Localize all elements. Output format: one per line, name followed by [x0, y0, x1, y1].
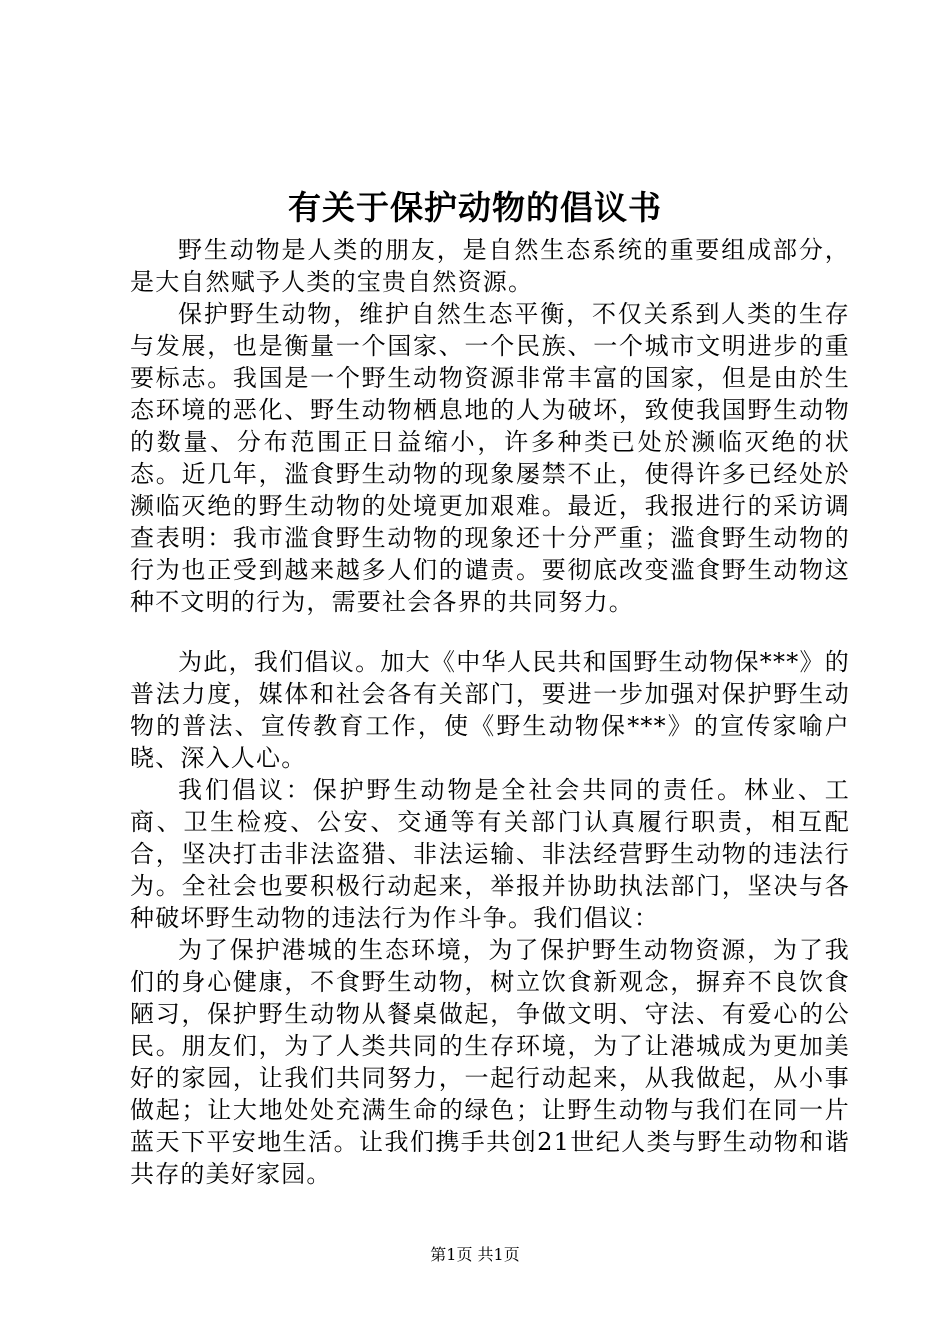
page-footer: 第1页 共1页 — [430, 1245, 520, 1264]
paragraph-background: 保护野生动物，维护自然生态平衡，不仅关系到人类的生存与发展，也是衡量一个国家、一个民族、一个城市文明进步的重要标志。我国是一个野生动物资源非常丰富的国家，但是由於生态环境的恶化、野生动物栖息地的人为破坏，致使我国野生动物的数量、分布范围正日益缩小，许多种类已处於濒临灭绝的状态。近几年，滥食野生动物的现象屡禁不止，使得许多已经处於濒临灭绝的野生动物的处境更加艰难。最近，我报进行的采访调查表明：我市滥食野生动物的现象还十分严重；滥食野生动物的行为也正受到越来越多人们的谴责。要彻底改变滥食野生动物这种不文明的行为，需要社会各界的共同努力。 — [130, 300, 850, 616]
paragraph-proposal-law: 为此，我们倡议。加大《中华人民共和国野生动物保***》的普法力度，媒体和社会各有关部门，要进一步加强对保护野生动物的普法、宣传教育工作，使《野生动物保***》的宣传家喻户晓、深入人心。 — [130, 648, 850, 772]
paragraph-proposal-responsibility: 我们倡议：保护野生动物是全社会共同的责任。林业、工商、卫生检疫、公安、交通等有关部门认真履行职责，相互配合，坚决打击非法盗猎、非法运输、非法经营野生动物的违法行为。全社会也要积极行动起来，举报并协助执法部门，坚决与各种破坏野生动物的违法行为作斗争。我们倡议： — [130, 776, 850, 932]
paragraph-intro: 野生动物是人类的朋友，是自然生态系统的重要组成部分，是大自然赋予人类的宝贵自然资源。 — [130, 236, 850, 296]
document-title: 有关于保护动物的倡议书 — [288, 188, 662, 227]
paragraph-proposal-action: 为了保护港城的生态环境，为了保护野生动物资源，为了我们的身心健康，不食野生动物，树立饮食新观念，摒弃不良饮食陋习，保护野生动物从餐桌做起，争做文明、守法、有爱心的公民。朋友们，为了人类共同的生存环境，为了让港城成为更加美好的家园，让我们共同努力，一起行动起来，从我做起，从小事做起；让大地处处充满生命的绿色；让野生动物与我们在同一片蓝天下平安地生活。让我们携手共创21世纪人类与野生动物和谐共存的美好家园。 — [130, 936, 850, 1188]
document-body — [130, 234, 850, 1190]
